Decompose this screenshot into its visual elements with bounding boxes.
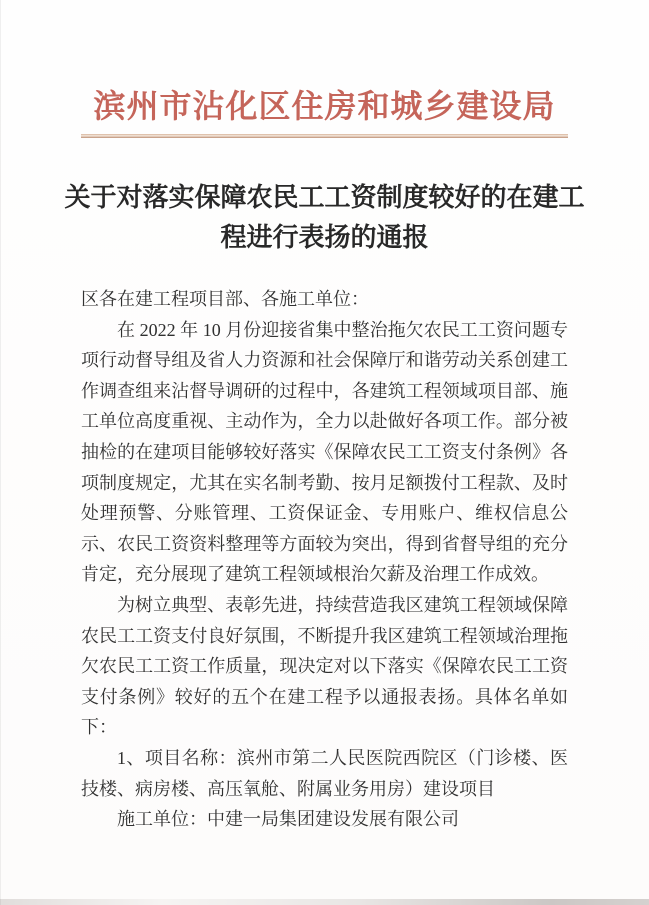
body-paragraph: 1、项目名称：滨州市第二人民医院西院区（门诊楼、医技楼、病房楼、高压氧舱、附属业务用房）建设项目 — [81, 747, 568, 799]
salutation-line: 区各在建工程项目部、各施工单位： — [81, 289, 369, 309]
document-title: 关于对落实保障农民工工资制度较好的在建工程进行表扬的通报 — [64, 183, 585, 252]
letterhead-title: 滨州市沾化区住房和城乡建设局 — [93, 88, 556, 124]
document-body — [81, 284, 568, 835]
page-edge-shadow — [0, 899, 649, 905]
body-paragraph: 为树立典型、表彰先进，持续营造我区建筑工程领域保障农民工工资支付良好氛围，不断提升我区建筑工程领域治理拖欠农民工工资工作质量，现决定对以下落实《保障农民工工资支付条例》较好的五个在建工程予以通报表扬。具体名单如下： — [81, 594, 568, 738]
letterhead-divider — [81, 134, 568, 138]
body-paragraph: 施工单位：中建一局集团建设发展有限公司 — [117, 809, 459, 830]
body-paragraph: 在 2022 年 10 月份迎接省集中整治拖欠农民工工资问题专项行动督导组及省人力资源和社会保障厅和谐劳动关系创建工作调查组来沾督导调研的过程中，各建筑工程领域项目部、施工单位高度重视、主动作为，全力以赴做好各项工作。部分被抽检的在建项目能够较好落实《保障农民工工资支付条例》各项制度规定，尤其在实名制考勤、按月足额拨付工程款、及时处理预警、分账管理、工资保证金、专用账户、维权信息公示、农民工资资料整理等方面较为突出，得到省督导组的充分肯定，充分展现了建筑工程领域根治欠薪及治理工作成效。 — [81, 319, 568, 585]
